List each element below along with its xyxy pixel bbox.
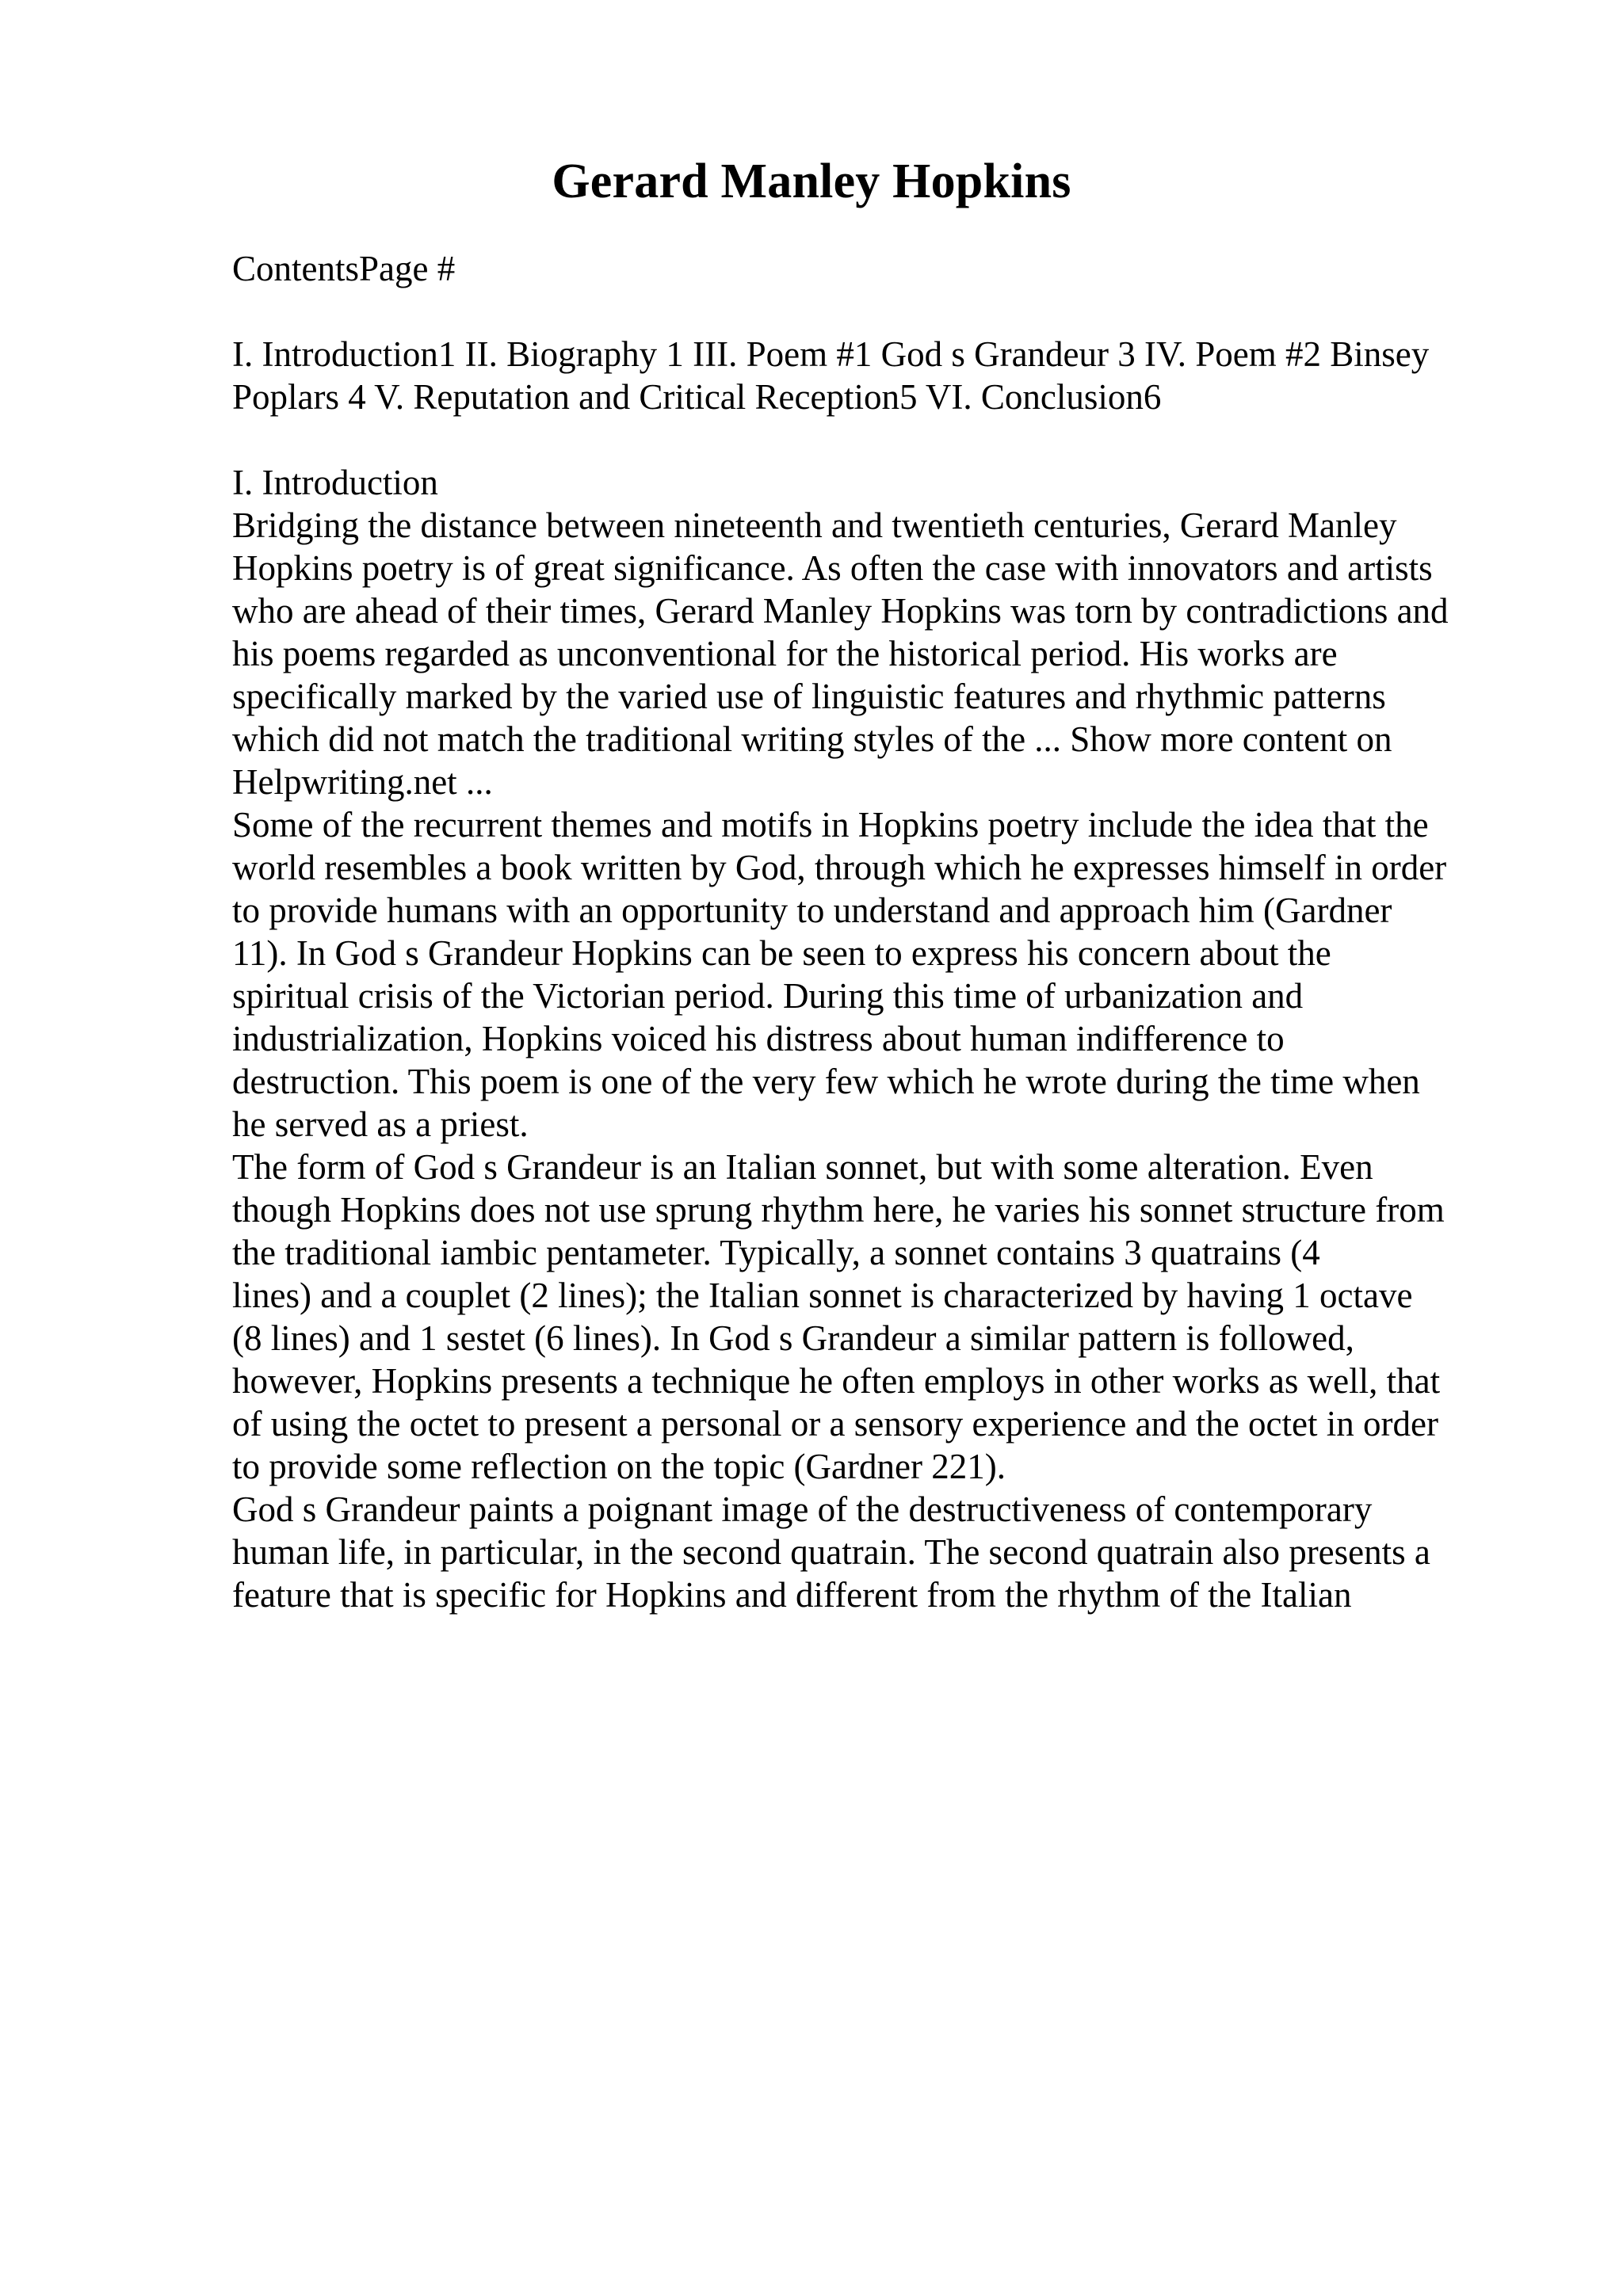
toc-line: Poplars 4 V. Reputation and Critical Reception5 VI. Conclusion6 <box>232 377 1162 417</box>
body-line: human life, in particular, in the second quatrain. The second quatrain also presents a <box>232 1532 1430 1572</box>
body-line: which did not match the traditional writing styles of the ... Show more content on <box>232 719 1392 759</box>
body-line: destruction. This poem is one of the very few which he wrote during the time when <box>232 1062 1420 1101</box>
table-of-contents <box>232 333 1500 418</box>
body-line: to provide some reflection on the topic (Gardner 221). <box>232 1447 1006 1486</box>
body-line: he served as a priest. <box>232 1104 529 1144</box>
toc-line: I. Introduction1 II. Biography 1 III. Poem #1 God s Grandeur 3 IV. Poem #2 Binsey <box>232 334 1430 374</box>
body-line: Bridging the distance between nineteenth and twentieth centuries, Gerard Manley <box>232 505 1397 545</box>
section-heading-introduction: I. Introduction <box>232 463 438 502</box>
document-title: Gerard Manley Hopkins <box>552 154 1071 208</box>
body-line: to provide humans with an opportunity to understand and approach him (Gardner <box>232 891 1392 930</box>
body-line: (8 lines) and 1 sestet (6 lines). In God s Grandeur a similar pattern is followed, <box>232 1318 1354 1358</box>
body-line: Some of the recurrent themes and motifs in Hopkins poetry include the idea that the <box>232 805 1429 845</box>
body-line: Helpwriting.net ... <box>232 762 493 802</box>
body-line: feature that is specific for Hopkins and different from the rhythm of the Italian <box>232 1575 1352 1615</box>
body-line: though Hopkins does not use sprung rhythm here, he varies his sonnet structure from <box>232 1190 1445 1230</box>
body-line: industrialization, Hopkins voiced his distress about human indifference to <box>232 1019 1285 1058</box>
body-line: God s Grandeur paints a poignant image of the destructiveness of contemporary <box>232 1489 1373 1529</box>
body-line: spiritual crisis of the Victorian period. During this time of urbanization and <box>232 976 1304 1016</box>
body-line: lines) and a couplet (2 lines); the Italian sonnet is characterized by having 1 octave <box>232 1276 1413 1315</box>
document-body <box>232 461 1500 1616</box>
contents-heading: ContentsPage # <box>232 249 456 288</box>
body-line: who are ahead of their times, Gerard Manley Hopkins was torn by contradictions and <box>232 591 1449 631</box>
body-line: The form of God s Grandeur is an Italian sonnet, but with some alteration. Even <box>232 1147 1373 1187</box>
body-line: Hopkins poetry is of great significance. As often the case with innovators and artists <box>232 548 1433 588</box>
body-line: specifically marked by the varied use of linguistic features and rhythmic patterns <box>232 677 1386 716</box>
body-line: his poems regarded as unconventional for the historical period. His works are <box>232 634 1338 673</box>
body-line: the traditional iambic pentameter. Typically, a sonnet contains 3 quatrains (4 <box>232 1233 1320 1272</box>
body-line: of using the octet to present a personal or a sensory experience and the octet in order <box>232 1404 1438 1444</box>
body-line: 11). In God s Grandeur Hopkins can be seen to express his concern about the <box>232 933 1331 973</box>
body-line: world resembles a book written by God, through which he expresses himself in order <box>232 848 1447 887</box>
body-line: however, Hopkins presents a technique he often employs in other works as well, that <box>232 1361 1441 1401</box>
